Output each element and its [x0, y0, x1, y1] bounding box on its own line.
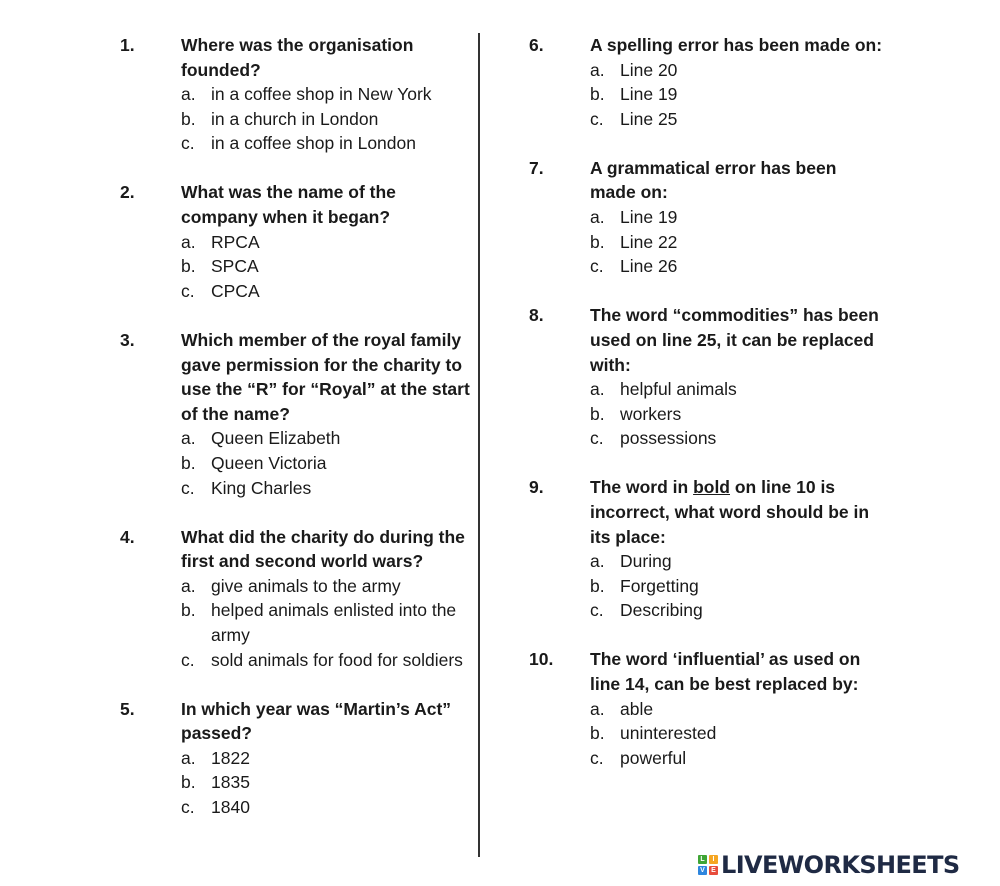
question-3 [120, 328, 475, 500]
option-b[interactable] [590, 402, 884, 427]
question-number: 9. [529, 477, 544, 498]
question-1 [120, 33, 475, 156]
option-text: 1835 [211, 772, 250, 793]
option-text: Describing [620, 600, 703, 621]
column-divider [478, 33, 480, 857]
option-text: powerful [620, 747, 687, 768]
liveworksheets-logo[interactable] [698, 850, 960, 880]
question-8 [529, 303, 884, 451]
option-c[interactable] [590, 107, 884, 132]
option-c[interactable] [590, 254, 884, 279]
question-number: 8. [529, 305, 544, 326]
option-letter: a. [590, 698, 605, 719]
option-text: Forgetting [620, 575, 699, 596]
logo-mark-tile: V [698, 866, 707, 875]
option-a[interactable] [590, 697, 884, 722]
option-letter: a. [590, 379, 605, 400]
option-text: helped animals enlisted into the army [211, 600, 457, 645]
option-letter: a. [181, 231, 196, 252]
option-letter: b. [590, 84, 605, 105]
option-text: Line 26 [620, 256, 678, 277]
option-b[interactable] [590, 721, 884, 746]
option-letter: c. [590, 428, 604, 449]
option-a[interactable] [181, 574, 475, 599]
option-text: give animals to the army [211, 575, 401, 596]
option-list [590, 205, 884, 279]
option-text: in a coffee shop in London [211, 133, 416, 154]
question-number: 5. [120, 698, 135, 719]
question-number: 7. [529, 157, 544, 178]
question-stem: In which year was “Martin’s Act” passed? [181, 698, 452, 744]
option-text: Line 25 [620, 108, 678, 129]
option-a[interactable] [181, 426, 475, 451]
question-stem: Where was the organisation founded? [181, 35, 414, 80]
option-letter: c. [181, 477, 195, 498]
option-b[interactable] [590, 574, 884, 599]
option-letter: a. [590, 551, 605, 572]
logo-mark-tile: I [709, 855, 718, 864]
option-letter: b. [181, 256, 196, 277]
option-text: Queen Elizabeth [211, 428, 341, 449]
option-text: Queen Victoria [211, 452, 327, 473]
question-stem: A spelling error has been made on: [590, 35, 883, 55]
option-text: 1840 [211, 797, 250, 818]
option-list [181, 426, 475, 500]
option-c[interactable] [181, 476, 475, 501]
option-text: 1822 [211, 747, 250, 768]
option-a[interactable] [590, 377, 884, 402]
option-text: RPCA [211, 231, 260, 252]
option-b[interactable] [590, 82, 884, 107]
option-list [181, 230, 475, 304]
option-c[interactable] [181, 795, 475, 820]
option-text: CPCA [211, 280, 260, 301]
question-stem: A grammatical error has been made on: [590, 157, 837, 203]
option-list [590, 549, 884, 623]
option-c[interactable] [181, 648, 475, 673]
option-list [181, 574, 475, 672]
option-text: SPCA [211, 256, 259, 277]
option-list [181, 82, 475, 156]
question-number: 2. [120, 182, 135, 203]
option-c[interactable] [590, 746, 884, 771]
question-5 [120, 697, 475, 820]
option-list [590, 377, 884, 451]
option-b[interactable] [181, 254, 475, 279]
question-10 [529, 647, 884, 770]
option-letter: a. [590, 59, 605, 80]
option-text: King Charles [211, 477, 312, 498]
question-number: 4. [120, 526, 135, 547]
logo-mark-tile: E [709, 866, 718, 875]
option-text: helpful animals [620, 379, 737, 400]
option-b[interactable] [181, 598, 475, 647]
option-letter: b. [181, 108, 196, 129]
option-b[interactable] [181, 107, 475, 132]
stem-underlined-word: bold [693, 477, 730, 498]
left-question-column [120, 33, 475, 844]
option-letter: a. [181, 575, 196, 596]
option-list [181, 746, 475, 820]
option-b[interactable] [181, 770, 475, 795]
option-letter: c. [181, 797, 195, 818]
option-text: in a coffee shop in New York [211, 84, 432, 105]
stem-text-after: on line 10 is incorrect, what word should be in its place: [590, 477, 870, 547]
option-letter: b. [590, 403, 605, 424]
question-stem: The word “commodities” has been used on line 25, it can be replaced with: [590, 305, 879, 375]
option-letter: c. [181, 133, 195, 154]
option-letter: b. [590, 575, 605, 596]
option-text: workers [620, 403, 682, 424]
question-stem: What was the name of the company when it began? [181, 182, 396, 228]
option-letter: c. [590, 600, 604, 621]
option-c[interactable] [181, 131, 475, 156]
option-text: Line 19 [620, 207, 678, 228]
logo-mark-tile: L [698, 855, 707, 864]
option-list [590, 58, 884, 132]
option-letter: a. [181, 84, 196, 105]
option-letter: a. [181, 747, 196, 768]
option-c[interactable] [590, 426, 884, 451]
question-number: 3. [120, 329, 135, 350]
option-letter: a. [181, 428, 196, 449]
option-a[interactable] [181, 746, 475, 771]
option-text: possessions [620, 428, 717, 449]
question-stem: The word ‘influential’ as used on line 14, can be best replaced by: [590, 649, 861, 695]
question-6 [529, 33, 884, 131]
option-letter: c. [590, 256, 604, 277]
option-a[interactable] [590, 205, 884, 230]
option-a[interactable] [181, 82, 475, 107]
option-letter: b. [181, 452, 196, 473]
option-text: During [620, 551, 672, 572]
option-text: Line 20 [620, 59, 678, 80]
option-a[interactable] [590, 549, 884, 574]
question-number: 10. [529, 649, 554, 670]
option-letter: c. [590, 108, 604, 129]
option-letter: b. [181, 772, 196, 793]
option-letter: c. [181, 649, 195, 670]
question-number: 1. [120, 35, 135, 55]
question-2 [120, 180, 475, 303]
option-a[interactable] [590, 58, 884, 83]
logo-mark-icon [698, 855, 718, 875]
option-b[interactable] [590, 230, 884, 255]
option-letter: b. [590, 231, 605, 252]
option-list [590, 697, 884, 771]
option-text: able [620, 698, 654, 719]
option-letter: c. [590, 747, 604, 768]
question-stem: What did the charity do during the first and second world wars? [181, 526, 465, 572]
option-letter: a. [590, 207, 605, 228]
option-letter: c. [181, 280, 195, 301]
option-text: uninterested [620, 723, 717, 744]
option-text: sold animals for food for soldiers [211, 649, 463, 670]
option-text: in a church in London [211, 108, 379, 129]
option-text: Line 19 [620, 84, 678, 105]
option-letter: b. [181, 600, 196, 621]
option-text: Line 22 [620, 231, 678, 252]
option-c[interactable] [590, 598, 884, 623]
question-stem [590, 475, 884, 549]
question-9 [529, 475, 884, 623]
logo-text: LIVEWORKSHEETS [721, 851, 960, 879]
option-c[interactable] [181, 279, 475, 304]
option-letter: b. [590, 723, 605, 744]
option-b[interactable] [181, 451, 475, 476]
option-a[interactable] [181, 230, 475, 255]
question-number: 6. [529, 35, 544, 55]
question-4 [120, 525, 475, 673]
question-stem: Which member of the royal family gave permission for the charity to use the “R” for “Royal” at the start of the name? [181, 329, 470, 424]
question-7 [529, 156, 884, 279]
right-question-column [529, 33, 884, 795]
stem-text-before: The word in [590, 477, 694, 498]
